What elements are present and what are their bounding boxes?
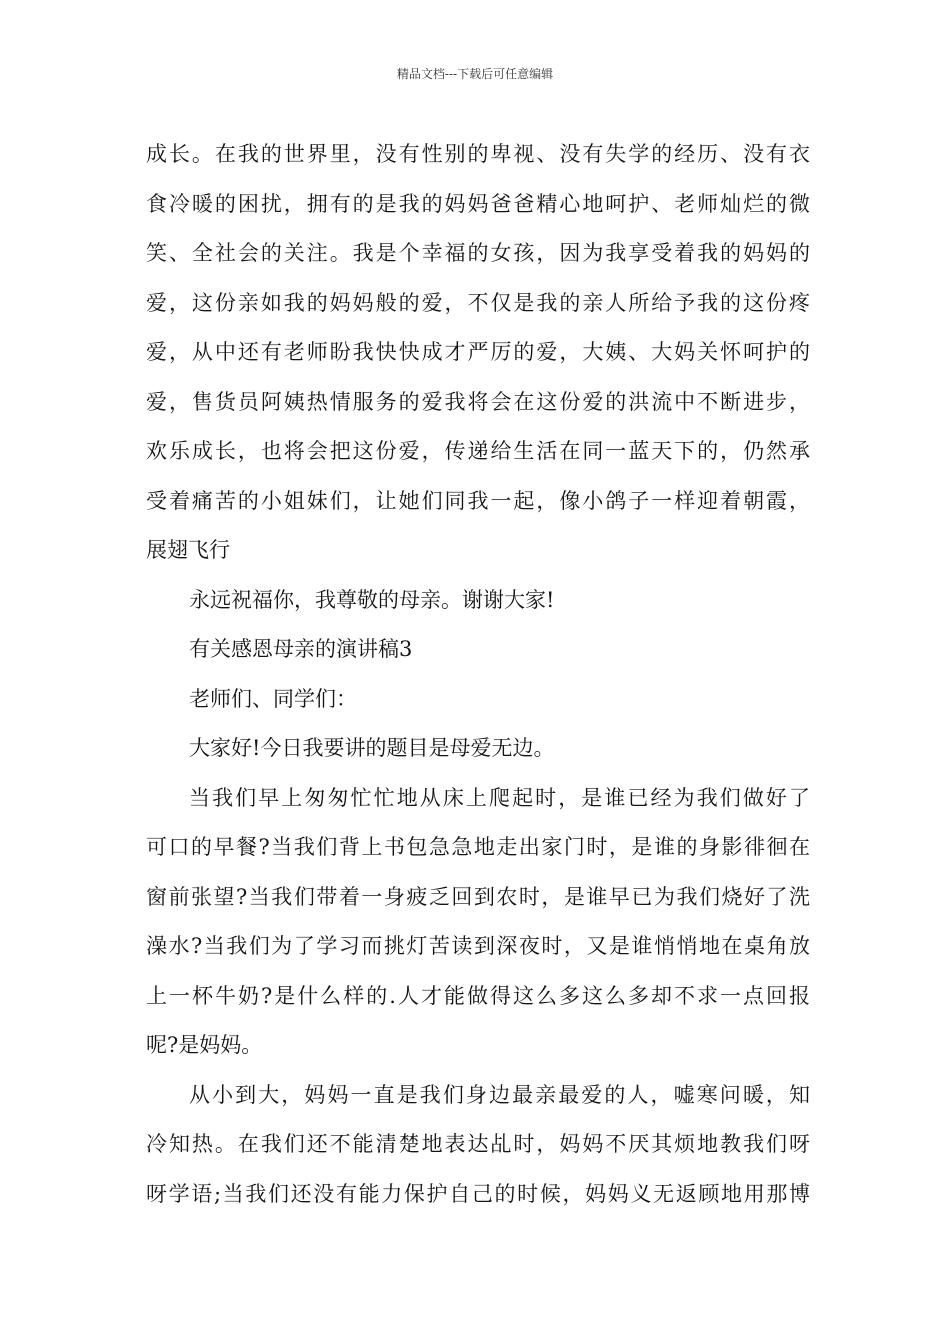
text-line: 当我们早上匆匆忙忙地从床上爬起时，是谁已经为我们做好了 [189,785,810,810]
text-line: 从小到大，妈妈一直是我们身边最亲最爱的人，嘘寒问暖，知 [189,1082,810,1107]
text-line: 窗前张望?当我们带着一身疲乏回到农时，是谁早已为我们烧好了洗 [146,884,810,909]
text-line: 上一杯牛奶?是什么样的.人才能做得这么多这么多却不求一点回报 [146,983,810,1008]
text-line: 爱，售货员阿姨热情服务的爱我将会在这份爱的洪流中不断进步， [146,389,810,414]
text-line: 呀学语;当我们还没有能力保护自己的时候，妈妈义无返顾地用那博 [146,1181,810,1206]
text-line: 受着痛苦的小姐妹们，让她们同我一起，像小鸽子一样迎着朝霞， [146,488,810,513]
text-line: 有关感恩母亲的演讲稿3 [189,637,413,661]
text-line: 成长。在我的世界里，没有性别的卑视、没有失学的经历、没有衣 [146,142,810,166]
text-line: 永远祝福你，我尊敬的母亲。谢谢大家! [189,587,555,612]
text-line: 澡水?当我们为了学习而挑灯苦读到深夜时，又是谁悄悄地在桌角放 [146,934,810,958]
document-body [146,130,810,1219]
text-line: 展翅飞行 [146,538,230,562]
text-line: 食冷暖的困扰，拥有的是我的妈妈爸爸精心地呵护、老师灿烂的微 [146,191,810,216]
page-header: 精品文档---下载后可任意编辑 [396,67,554,81]
text-line: 爱，这份亲如我的妈妈般的爱，不仅是我的亲人所给予我的这份疼 [146,290,810,315]
text-line: 大家好!今日我要讲的题目是母爱无边。 [189,736,555,760]
text-line: 老师们、同学们： [189,686,357,711]
text-line: 爱，从中还有老师盼我快快成才严厉的爱，大姨、大妈关怀呵护的 [146,340,810,364]
text-line: 冷知热。在我们还不能清楚地表达乩时，妈妈不厌其烦地教我们呀 [146,1132,810,1156]
text-line: 笑、全社会的关注。我是个幸福的女孩，因为我享受着我的妈妈的 [146,241,810,265]
text-line: 可口的早餐?当我们背上书包急急地走出家门时，是谁的身影徘徊在 [146,835,810,859]
text-line: 欢乐成长，也将会把这份爱，传递给生活在同一蓝天下的，仍然承 [146,439,810,463]
text-line: 呢?是妈妈。 [146,1033,263,1057]
